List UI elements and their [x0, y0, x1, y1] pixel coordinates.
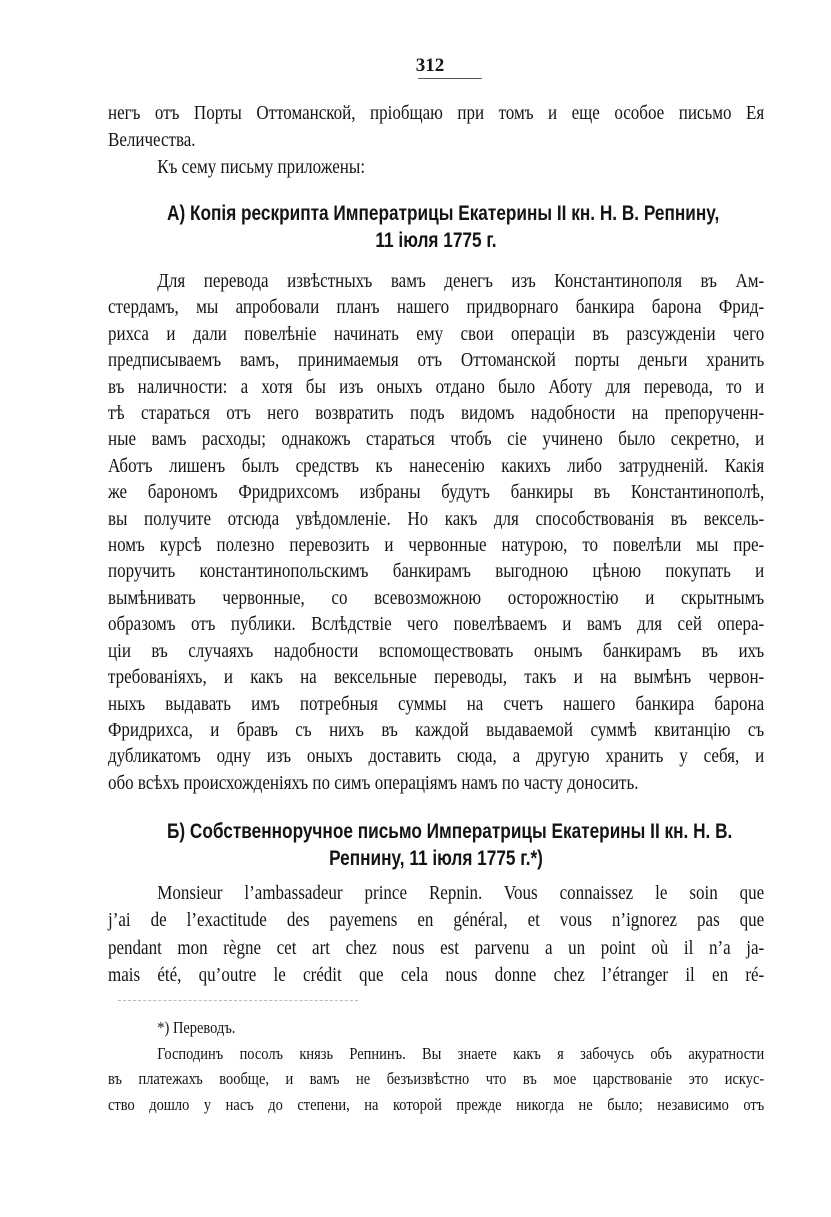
heading-line: 11 іюля 1775 г. — [375, 229, 497, 252]
text-line: требованіяхъ, и какъ на вексельные переводы, такъ и на вымѣнъ червон- — [108, 666, 765, 689]
text-line: ныхъ выдавать имъ потребныя суммы на счетъ нашего банкира барона — [108, 692, 765, 715]
text-line: ціи въ случаяхъ надобности вспомоществовать онымъ банкирамъ въ ихъ — [108, 639, 765, 662]
text-line: Monsieur l’ambassadeur prince Repnin. Vous connaissez le soin que — [157, 882, 765, 904]
text-line: въ наличности: а хотя бы изъ оныхъ отдано было Аботу для перевода, то и — [108, 375, 765, 398]
text-line: Господинъ посолъ князь Репнинъ. Вы знаете какъ я забочусь объ акуратности — [157, 1043, 765, 1063]
text-line: Къ сему письму приложены: — [157, 156, 366, 178]
section-a-heading — [108, 200, 764, 254]
text-line: стердамъ, мы апробовали планъ нашего придворнаго банкира барона Фрид- — [108, 296, 765, 319]
heading-line: А) Копія рескрипта Императрицы Екатерины II кн. Н. В. Репнину, — [167, 202, 720, 225]
text-line: въ платежахъ вообще, и вамъ не безъизвѣстно что въ мое царствованіе это искус- — [108, 1069, 765, 1088]
text-line: поручить константинопольскимъ банкирамъ выгодною цѣною покупать и — [108, 560, 765, 583]
text-line: pendant mon règne cet art chez nous est parvenu a un point où il n’a ja- — [108, 936, 765, 959]
text-line: негъ отъ Порты Оттоманской, пріобщаю при томъ и еще особое письмо Ея — [108, 102, 765, 124]
footnote-separator — [118, 1000, 358, 1001]
page-number: 312 — [415, 55, 445, 76]
section-a-body — [108, 268, 764, 796]
text-line: ство дошло у насъ до степени, на которой прежде никогда не было; независимо отъ — [108, 1094, 765, 1114]
text-line: рихса и дали повелѣніе начинать ему свои операціи въ разсужденіи чего — [108, 322, 765, 345]
text-line: номъ курсѣ полезно перевозить и червонные натурою, то повелѣли мы пре- — [108, 534, 765, 557]
text-line: предписываемъ вамъ, принимаемыя отъ Оттоманской порты деньги хранить — [108, 349, 765, 372]
text-line: вы получите отсюда увѣдомленіе. Но какъ для способствованія въ вексель- — [108, 507, 765, 530]
text-line: Величества. — [108, 129, 196, 151]
heading-line: Б) Собственноручное письмо Императрицы Екатерины II кн. Н. В. — [167, 820, 733, 843]
section-b-heading — [108, 818, 764, 872]
text-line: образомъ отъ публики. Вслѣдствіе чего повелѣваемъ и вамъ для сей опера- — [108, 613, 765, 636]
text-line: же барономъ Фридрихсомъ избраны будутъ банкиры въ Константинополѣ, — [108, 481, 765, 504]
text-line: ные вамъ расходы; однакожъ стараться чтобъ сіе учинено было секретно, и — [108, 428, 765, 451]
text-line: *) Переводъ. — [157, 1018, 236, 1037]
text-line: Фридрихса, и бравъ съ нихъ въ каждой выдаваемой суммѣ квитанцію съ — [108, 718, 765, 741]
text-line: обо всѣхъ происхожденіяхъ по симъ операціямъ намъ по часту доносить. — [108, 771, 639, 794]
intro-paragraph — [108, 100, 764, 181]
text-line: j’ai de l’exactitude des payemens en général, et vous n’ignorez pas que — [108, 909, 765, 932]
text-line: mais été, qu’outre le crédit que cela nous donne chez l’étranger il en ré- — [108, 963, 765, 986]
text-line: дубликатомъ одну изъ оныхъ доставить сюда, а другую хранить у себя, и — [108, 745, 765, 768]
heading-line: Репнину, 11 іюля 1775 г.*) — [329, 847, 543, 870]
section-b-body — [108, 880, 764, 989]
page-number-rule — [418, 78, 482, 79]
text-line: Для перевода извѣстныхъ вамъ денегъ изъ Константинополя въ Ам- — [157, 270, 765, 292]
text-line: Аботъ лишенъ былъ средствъ къ нанесенію какихъ либо затрудненій. Какія — [108, 454, 765, 477]
footnote — [108, 1015, 764, 1117]
text-line: тѣ стараться отъ него возвратить подъ видомъ надобности на препорученн- — [108, 402, 765, 425]
text-line: вымѣнивать червонные, со всевозможною осторожностію и скрытнымъ — [108, 586, 765, 609]
